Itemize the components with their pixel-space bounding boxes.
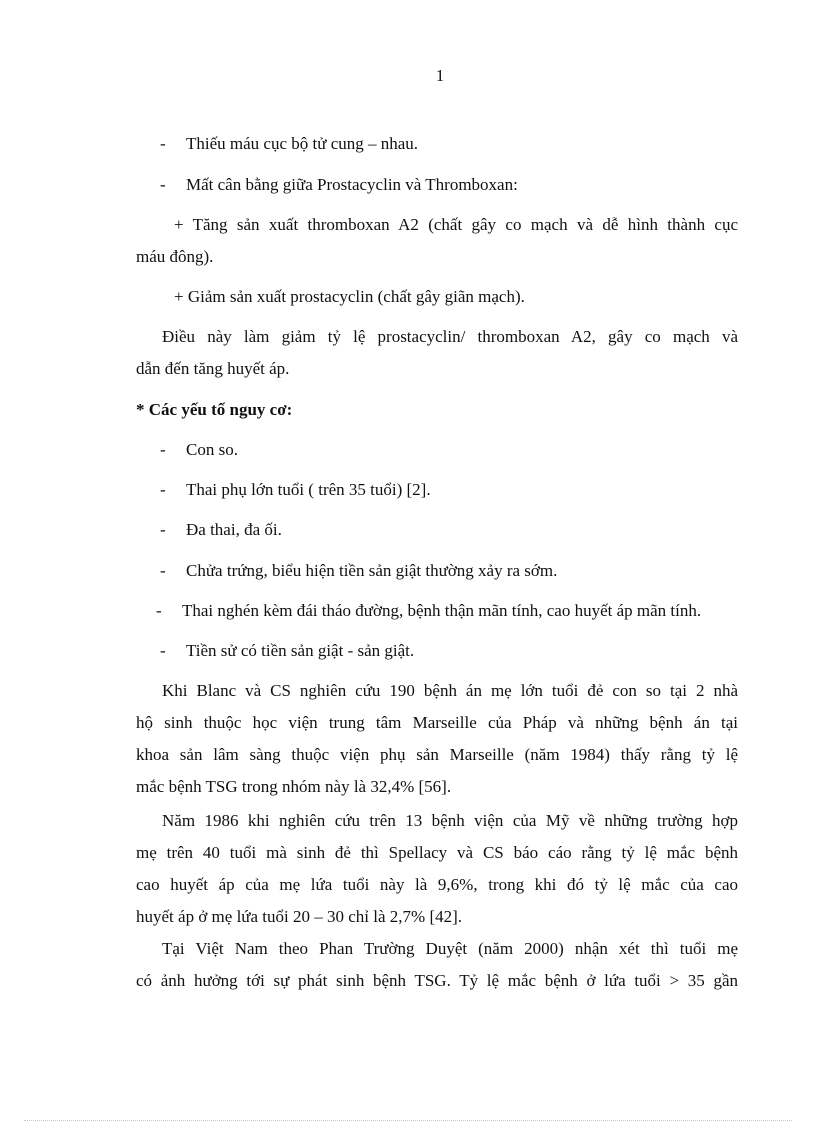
- paragraph-vietnam-line: Tại Việt Nam theo Phan Trường Duyệt (năm 2000) nhận xét thì tuổi mẹ: [162, 939, 738, 958]
- risk-factors-heading: * Các yếu tố nguy cơ:: [136, 400, 293, 419]
- list-item-text: Thai nghén kèm đái tháo đường, bệnh thận mãn tính, cao huyết áp mãn tính.: [182, 601, 702, 620]
- paragraph-blanc-line: khoa sản lâm sàng thuộc viện phụ sản Marseille (năm 1984) thấy rằng tỷ lệ: [136, 745, 738, 764]
- bullet-dash: -: [160, 520, 166, 539]
- list-item-text: Mất cân bằng giữa Prostacyclin và Thromboxan:: [186, 175, 518, 194]
- bullet-dash: -: [160, 561, 166, 580]
- list-item-text: Tiền sử có tiền sản giật - sản giật.: [186, 641, 415, 660]
- plus-item-1-line1: + Tăng sản xuất thromboxan A2 (chất gây co mạch và dễ hình thành cục: [174, 215, 738, 234]
- paragraph-spellacy-line: mẹ trên 40 tuổi mà sinh đẻ thì Spellacy và CS báo cáo rằng tỷ lệ mắc bệnh: [136, 843, 738, 862]
- paragraph-spellacy-line: Năm 1986 khi nghiên cứu trên 13 bệnh viện của Mỹ về những trường hợp: [162, 811, 738, 830]
- plus-item-2: + Giảm sản xuất prostacyclin (chất gây giãn mạch).: [174, 287, 525, 306]
- list-item-text: Đa thai, đa ối.: [186, 520, 282, 539]
- paragraph-blanc-line: hộ sinh thuộc học viện trung tâm Marseille của Pháp và những bệnh án tại: [136, 713, 738, 732]
- list-item-text: Chửa trứng, biểu hiện tiền sản giật thường xảy ra sớm.: [186, 561, 558, 580]
- paragraph-spellacy-line: cao huyết áp của mẹ lứa tuổi này là 9,6%, trong khi đó tỷ lệ mắc của cao: [136, 875, 738, 894]
- bullet-dash: -: [160, 641, 166, 660]
- paragraph-spellacy-line: huyết áp ở mẹ lứa tuổi 20 – 30 chỉ là 2,7% [42].: [136, 907, 463, 926]
- page-number: 1: [435, 66, 445, 85]
- bullet-dash: -: [160, 175, 166, 194]
- paragraph-blanc-line: Khi Blanc và CS nghiên cứu 190 bệnh án mẹ lớn tuổi đẻ con so tại 2 nhà: [162, 681, 738, 700]
- bullet-dash: -: [160, 134, 166, 153]
- paragraph-blanc-line: mắc bệnh TSG trong nhóm này là 32,4% [56].: [136, 777, 452, 796]
- paragraph-vietnam-line: có ảnh hưởng tới sự phát sinh bệnh TSG. Tỷ lệ mắc bệnh ở lứa tuổi > 35 gần: [136, 971, 738, 990]
- consequence-line2: dẫn đến tăng huyết áp.: [136, 359, 290, 378]
- bullet-dash: -: [160, 440, 166, 459]
- plus-item-1-line2: máu đông).: [136, 247, 214, 266]
- consequence-line1: Điều này làm giảm tỷ lệ prostacyclin/ thromboxan A2, gây co mạch và: [162, 327, 738, 346]
- list-item-text: Thiếu máu cục bộ tử cung – nhau.: [186, 134, 419, 153]
- bullet-dash: -: [160, 480, 166, 499]
- list-item-text: Thai phụ lớn tuổi ( trên 35 tuổi) [2].: [186, 480, 431, 499]
- page-bottom-divider: [24, 1120, 792, 1121]
- bullet-dash: -: [156, 601, 162, 620]
- list-item-text: Con so.: [186, 440, 238, 459]
